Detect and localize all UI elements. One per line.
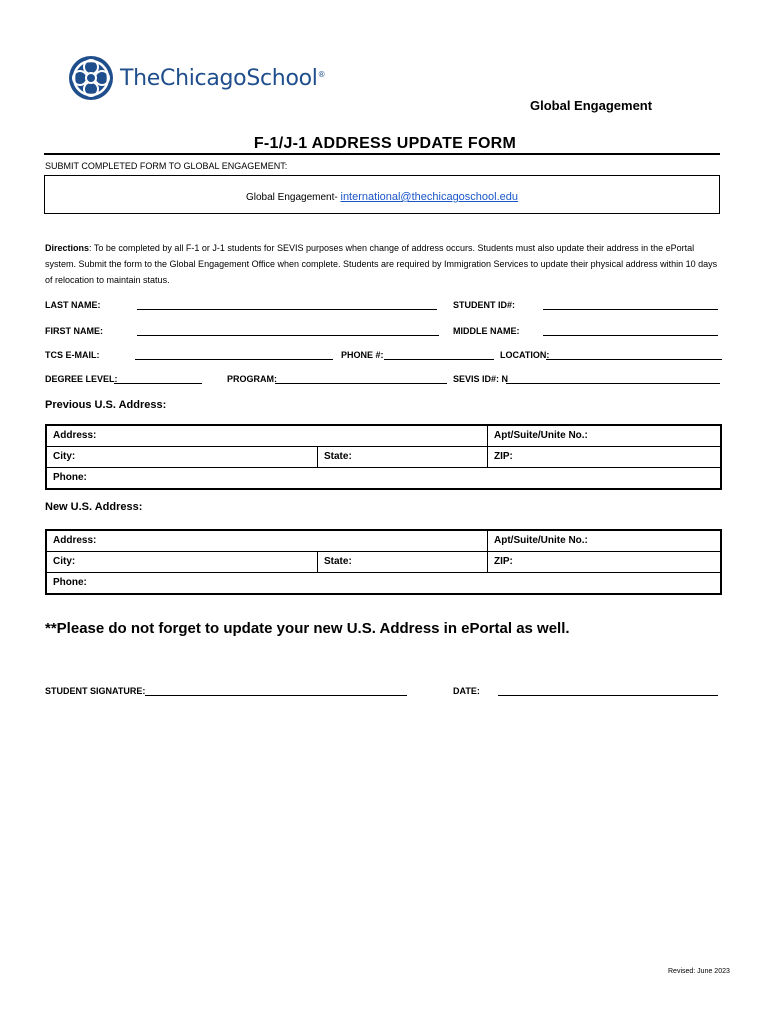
first-name-field[interactable] (137, 326, 439, 336)
program-label: PROGRAM: (227, 374, 277, 384)
date-label: DATE: (453, 686, 480, 696)
middle-name-label: MIDDLE NAME: (453, 326, 520, 336)
logo-wordmark: TheChicagoSchool® (120, 65, 326, 91)
previous-address-row (47, 426, 720, 447)
new-city-field[interactable]: City: (53, 556, 76, 567)
eportal-reminder: **Please do not forget to update your new U.S. Address in ePortal as well. (45, 620, 570, 637)
new-phone-field[interactable]: Phone: (53, 577, 87, 588)
phone-field[interactable] (384, 350, 494, 360)
department-name: Global Engagement (530, 98, 653, 113)
sevis-id-label: SEVIS ID#: N (453, 374, 509, 384)
program-field[interactable] (275, 374, 447, 384)
previous-city-row (47, 447, 720, 468)
location-label: LOCATION: (500, 350, 550, 360)
tcs-email-label: TCS E-MAIL: (45, 350, 100, 360)
school-logo (66, 52, 326, 104)
previous-address-field[interactable]: Address: (53, 430, 97, 441)
new-address-field[interactable]: Address: (53, 535, 97, 546)
directions-text: : To be completed by all F-1 or J-1 students for SEVIS purposes when change of address occurs. Students must also update their address in the ePortal system. Submit the form to the Global Engagement Office when complete. Students are required by Immigration Services to update their physical address within 10 days of relocation to maintain status. (45, 243, 718, 285)
middle-name-field[interactable] (543, 326, 718, 336)
contact-email-link[interactable]: international@thechicagoschool.edu (340, 191, 519, 203)
degree-level-field[interactable] (114, 374, 202, 384)
previous-phone-row (47, 468, 720, 488)
directions-paragraph (45, 240, 721, 288)
last-name-field[interactable] (137, 300, 437, 310)
sevis-id-field[interactable] (506, 374, 720, 384)
submit-instruction: SUBMIT COMPLETED FORM TO GLOBAL ENGAGEMENT: (45, 161, 288, 171)
new-city-row (47, 552, 720, 573)
phone-label: PHONE #: (341, 350, 384, 360)
new-address-table (45, 529, 722, 595)
location-field[interactable] (546, 350, 722, 360)
contact-line (45, 191, 719, 203)
revision-date: Revised: June 2023 (668, 968, 730, 975)
new-zip-field[interactable]: ZIP: (494, 556, 513, 567)
previous-state-field[interactable]: State: (324, 451, 352, 462)
student-signature-field[interactable] (145, 686, 407, 696)
directions-label: Directions (45, 243, 90, 253)
degree-level-label: DEGREE LEVEL: (45, 374, 118, 384)
previous-address-heading: Previous U.S. Address: (45, 399, 167, 411)
first-name-label: FIRST NAME: (45, 326, 103, 336)
previous-phone-field[interactable]: Phone: (53, 472, 87, 483)
date-field[interactable] (498, 686, 718, 696)
previous-city-field[interactable]: City: (53, 451, 76, 462)
last-name-label: LAST NAME: (45, 300, 101, 310)
previous-zip-field[interactable]: ZIP: (494, 451, 513, 462)
logo-emblem-icon (66, 53, 116, 103)
previous-address-table (45, 424, 722, 490)
student-id-field[interactable] (543, 300, 718, 310)
new-apt-field[interactable]: Apt/Suite/Unite No.: (494, 535, 588, 546)
student-id-label: STUDENT ID#: (453, 300, 516, 310)
previous-apt-field[interactable]: Apt/Suite/Unite No.: (494, 430, 588, 441)
new-phone-row (47, 573, 720, 593)
title-divider (44, 153, 720, 155)
form-title: F-1/J-1 ADDRESS UPDATE FORM (253, 135, 517, 152)
tcs-email-field[interactable] (135, 350, 333, 360)
submission-contact-box (44, 175, 720, 214)
new-state-field[interactable]: State: (324, 556, 352, 567)
student-signature-label: STUDENT SIGNATURE: (45, 686, 146, 696)
contact-prefix: Global Engagement- (245, 192, 338, 203)
new-address-row (47, 531, 720, 552)
new-address-heading: New U.S. Address: (45, 501, 143, 513)
